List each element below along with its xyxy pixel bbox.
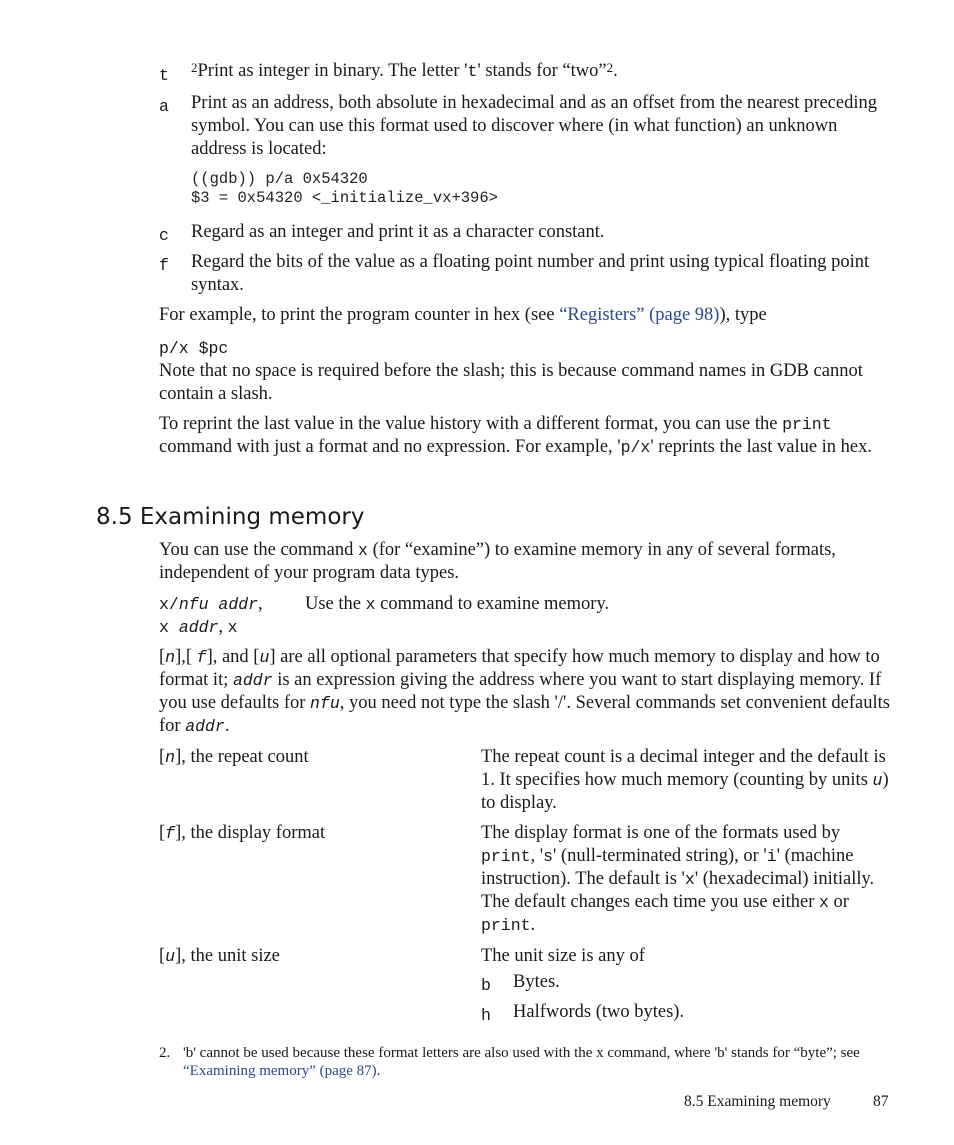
- code: x: [684, 870, 695, 889]
- intro-paragraph: [159, 539, 892, 585]
- code: i: [766, 847, 777, 866]
- format-letter-a: a: [159, 97, 169, 116]
- code-italic: nfu: [310, 694, 340, 713]
- text: , ': [530, 846, 544, 866]
- text: 'b' cannot be used because these format letters are also used with the x command, where 'b' stands for “byte”; see: [183, 1045, 860, 1061]
- format-t-description: [191, 60, 891, 83]
- text: ] are all optional parameters that specify how much memory to display and how to format it;: [159, 647, 880, 690]
- code: print: [481, 916, 531, 935]
- text: For example, to print the program counter in hex (see: [159, 305, 560, 325]
- note-paragraph: Note that no space is required before the slash; this is because command names in GDB cannot contain a slash.: [159, 361, 863, 404]
- code: x: [819, 893, 829, 912]
- text: ], the repeat count: [175, 747, 309, 767]
- footnote-ref: 2: [191, 60, 198, 75]
- code-italic: u: [872, 771, 883, 790]
- code-italic: u: [165, 947, 176, 966]
- text: (for “examine”) to examine memory in any of several formats, independent of your program data types.: [159, 540, 836, 583]
- footnote-ref: 2: [606, 60, 614, 75]
- code: t: [467, 62, 478, 81]
- code: print: [782, 415, 832, 434]
- unit-letter-b: b: [481, 976, 491, 995]
- text: The repeat count is a decimal integer and the default is 1. It specifies how much memory (counting by units: [481, 747, 886, 790]
- text: ), type: [719, 305, 767, 325]
- text: ],[: [175, 647, 197, 667]
- code-italic: u: [259, 648, 270, 667]
- format-letter-c: c: [159, 226, 169, 245]
- code-italic: addr: [185, 717, 225, 736]
- examining-memory-link[interactable]: “Examining memory” (page 87): [183, 1063, 377, 1079]
- code: x: [227, 618, 238, 637]
- code: x: [159, 618, 179, 637]
- text: [: [159, 647, 166, 667]
- text: ], the unit size: [175, 946, 280, 966]
- unit-description: Bytes.: [513, 972, 560, 992]
- text: ' (hexadecimal) initially. The default changes each time you use either: [481, 869, 875, 912]
- text: command with just a format and no expression. For example, ': [159, 437, 621, 457]
- table-row-term: [159, 822, 469, 845]
- code: x/: [159, 595, 179, 614]
- code-italic: n: [165, 648, 176, 667]
- code: s: [543, 847, 554, 866]
- text: You can use the command: [159, 540, 359, 560]
- format-letter-t: t: [159, 66, 169, 85]
- unit-letter-h: h: [481, 1006, 491, 1025]
- syntax-line-2: [159, 616, 238, 639]
- table-row-description: The unit size is any of: [481, 946, 645, 966]
- text: Use the: [305, 594, 366, 614]
- text: ,: [258, 594, 263, 614]
- table-row-term: [159, 945, 469, 968]
- code: print: [481, 847, 531, 866]
- text: ' (machine instruction). The default is ': [481, 846, 854, 889]
- footer-section-title: 8.5 Examining memory: [684, 1093, 831, 1110]
- format-a-description: Print as an address, both absolute in hexadecimal and as an offset from the nearest preceding symbol. You can use this format used to discover where (in what function) an unknown address is located:: [191, 93, 877, 159]
- text: ' stands for “two”: [477, 61, 607, 81]
- text: .: [530, 915, 536, 935]
- text: .: [224, 716, 230, 736]
- text: ], the display format: [175, 823, 326, 843]
- text: To reprint the last value in the value history with a different format, you can use the: [159, 414, 783, 434]
- text: , you need not type the slash '/'. Several commands set convenient defaults for: [159, 693, 890, 736]
- code: x: [358, 541, 368, 560]
- text: ' reprints the last value in hex.: [650, 437, 873, 457]
- text: The display format is one of the formats used by: [481, 823, 841, 843]
- code: p/x: [620, 438, 651, 457]
- code-italic: addr: [232, 671, 273, 690]
- code-italic: nfu addr: [178, 595, 259, 614]
- text: ], and [: [206, 647, 260, 667]
- params-paragraph: [159, 646, 892, 738]
- reprint-paragraph: [159, 413, 892, 459]
- example-paragraph: [159, 304, 892, 327]
- code-italic: addr: [178, 618, 219, 637]
- text: .: [376, 1063, 381, 1079]
- code-line: $3 = 0x54320 <_initialize_vx+396>: [191, 189, 498, 207]
- text: ) to display.: [481, 770, 889, 813]
- unit-description: Halfwords (two bytes).: [513, 1002, 685, 1022]
- text: command to examine memory.: [375, 594, 610, 614]
- code-italic: f: [165, 824, 176, 843]
- code-italic: n: [165, 748, 176, 767]
- syntax-line-1: [159, 593, 263, 616]
- text: ,: [218, 617, 228, 637]
- table-row-term: [159, 746, 469, 769]
- page-number: 87: [873, 1093, 889, 1110]
- text: ' (null-terminated string), or ': [553, 846, 767, 866]
- table-row-description: [481, 822, 893, 937]
- text: is an expression giving the address where you want to start displaying memory. If you use defaults for: [159, 670, 882, 713]
- text: [: [159, 946, 166, 966]
- pc-code: p/x $pc: [159, 339, 229, 358]
- format-letter-f: f: [159, 256, 169, 275]
- text: .: [613, 61, 618, 81]
- code-line: ((gdb)) p/a 0x54320: [191, 170, 368, 188]
- footnote-text: [183, 1044, 893, 1080]
- section-heading: 8.5 Examining memory: [96, 504, 365, 530]
- footnote-number: 2.: [159, 1045, 171, 1061]
- syntax-description: [305, 593, 609, 616]
- format-f-description: Regard the bits of the value as a floating point number and print using typical floating point syntax.: [191, 252, 870, 295]
- text: or: [828, 892, 849, 912]
- text: [: [159, 823, 166, 843]
- format-c-description: Regard as an integer and print it as a character constant.: [191, 222, 605, 242]
- code: x: [365, 595, 376, 614]
- text: Print as integer in binary. The letter ': [197, 61, 468, 81]
- code-italic: f: [196, 648, 207, 667]
- text: [: [159, 747, 166, 767]
- table-row-description: [481, 746, 893, 815]
- registers-link[interactable]: “Registers” (page 98): [559, 305, 720, 325]
